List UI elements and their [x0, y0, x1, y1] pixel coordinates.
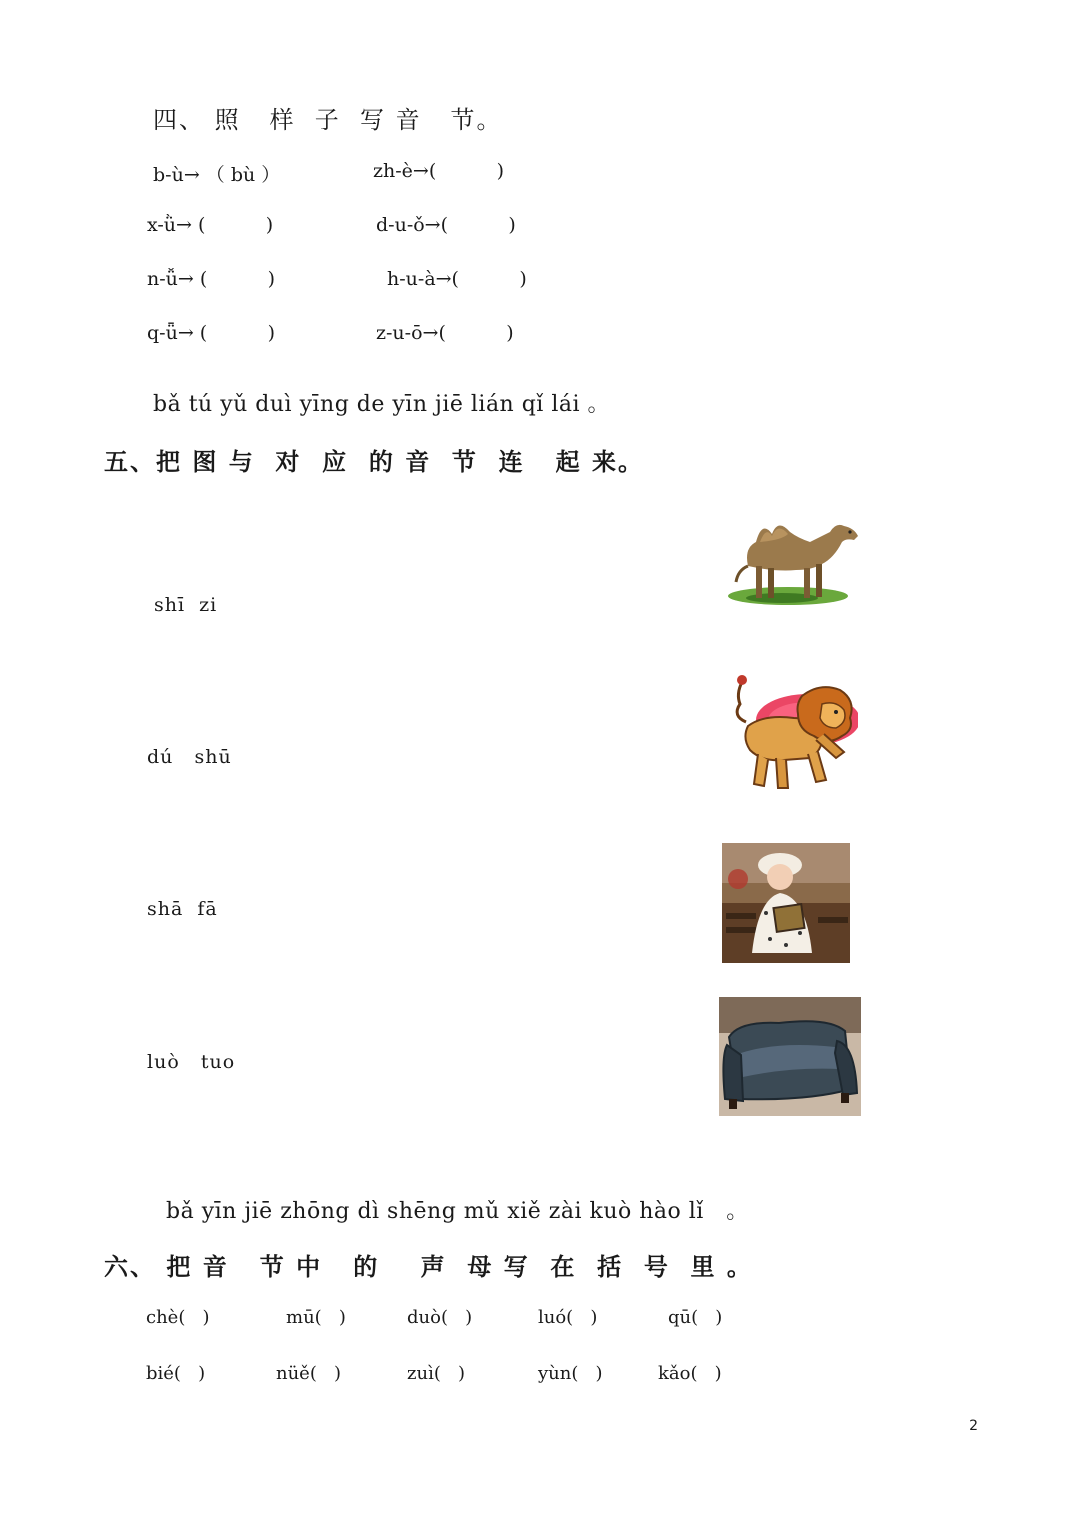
page-number: 2 — [969, 1418, 978, 1434]
camel-picture — [726, 508, 862, 608]
syllable-shizi: shī zi — [154, 594, 218, 616]
section6-heading: 六、 把 音 节 中 的 声 母 写 在 括 号 里 。 — [104, 1252, 753, 1281]
exercise-row4-left: q-ǖ→ ( ) — [147, 322, 275, 344]
lion-picture — [724, 674, 858, 798]
item-nue: nüě( ) — [276, 1363, 342, 1384]
section6-pinyin: bǎ yīn jiē zhōng dì shēng mǔ xiě zài kuò hào lǐ 。 — [166, 1199, 749, 1224]
exercise-row2-right: d-u-ǒ→( ) — [376, 214, 516, 236]
item-kao: kǎo( ) — [658, 1363, 722, 1384]
exercise-row1-left: b-ù→ （ bù ） — [153, 164, 281, 186]
syllable-shafa: shā fā — [147, 898, 218, 920]
item-mu: mū( ) — [286, 1307, 346, 1328]
section4-heading: 四、 照 样 子 写 音 节。 — [153, 106, 503, 134]
item-qu: qū( ) — [668, 1307, 723, 1328]
exercise-row2-left: x-ǜ→ ( ) — [147, 214, 274, 236]
item-yun: yùn( ) — [538, 1363, 603, 1384]
exercise-row4-right: z-u-ō→( ) — [376, 322, 514, 344]
exercise-row3-right: h-u-à→( ) — [387, 268, 527, 290]
girl-reading-picture — [722, 843, 850, 963]
sofa-picture — [719, 997, 861, 1116]
item-duo: duò( ) — [407, 1307, 473, 1328]
item-che: chè( ) — [146, 1307, 210, 1328]
item-bie: bié( ) — [146, 1363, 206, 1384]
syllable-dushu: dú shū — [147, 746, 232, 768]
item-luo: luó( ) — [538, 1307, 598, 1328]
section5-heading: 五、把 图 与 对 应 的 音 节 连 起 来。 — [104, 447, 645, 476]
exercise-row3-left: n-ǚ→ ( ) — [147, 268, 276, 290]
exercise-row1-right: zh-è→( ) — [373, 160, 505, 182]
item-zui: zuì( ) — [407, 1363, 466, 1384]
section5-pinyin: bǎ tú yǔ duì yīng de yīn jiē lián qǐ lái 。 — [153, 392, 611, 417]
syllable-luotuo: luò tuo — [147, 1051, 236, 1073]
